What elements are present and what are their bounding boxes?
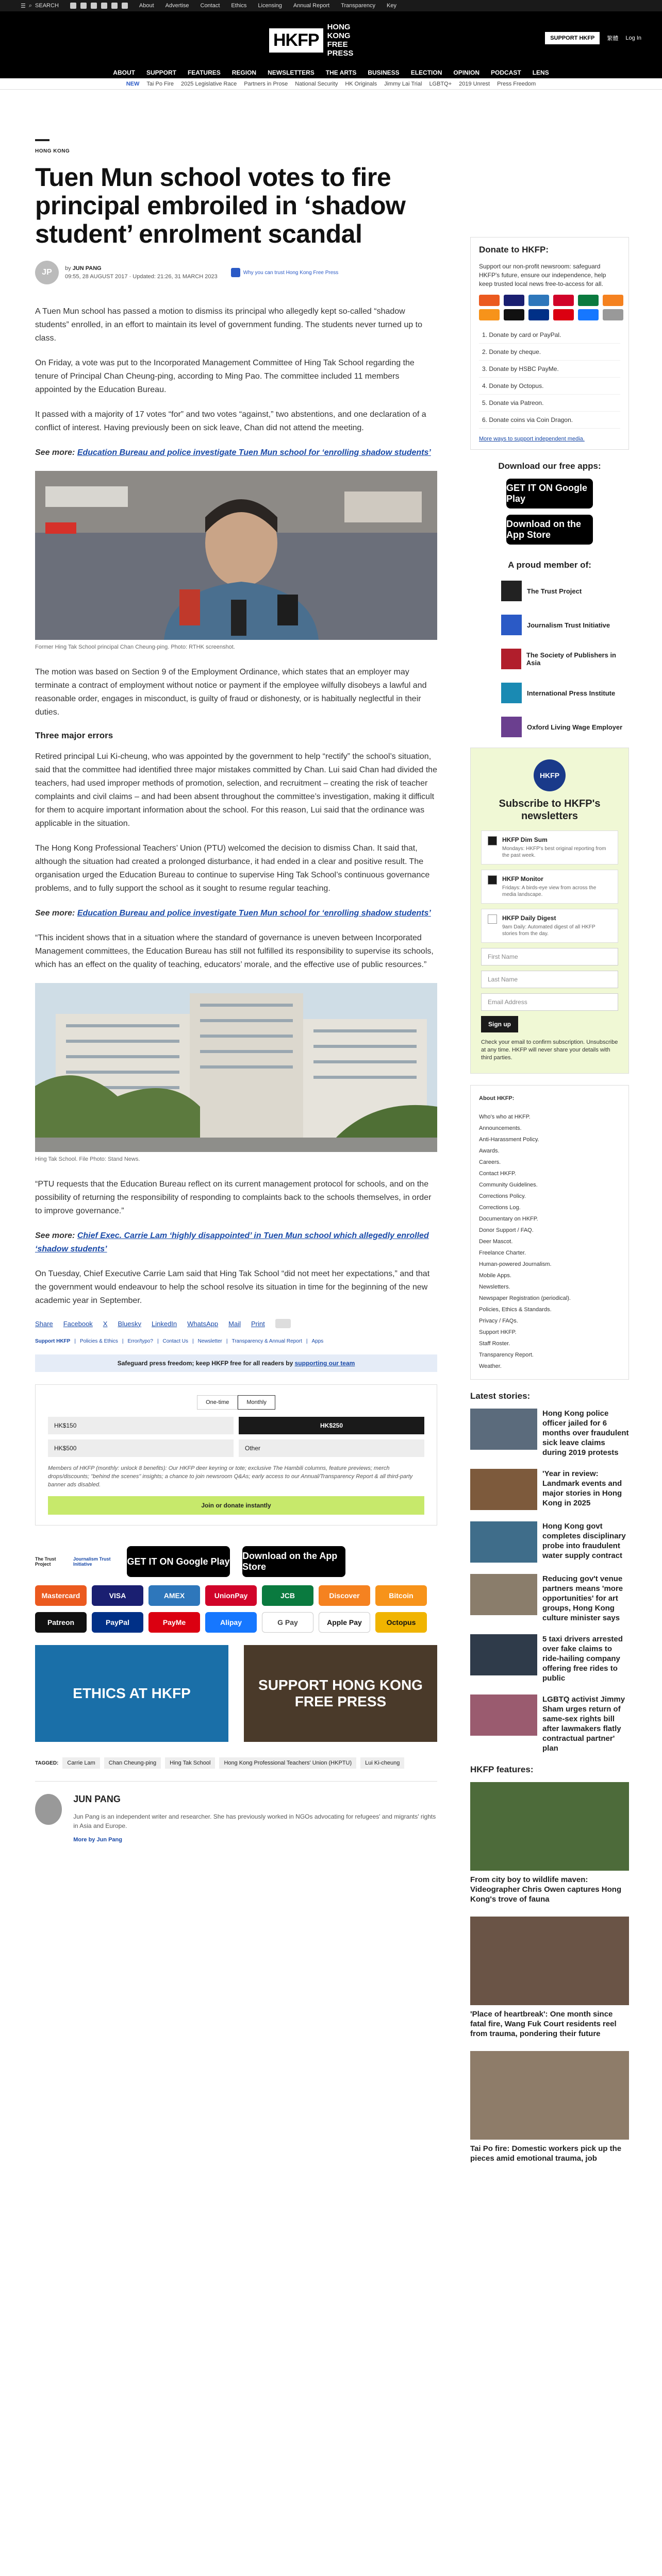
safeguard-banner: Safeguard press freedom; keep HKFP free for all readers by supporting our team <box>35 1354 437 1372</box>
top-bar <box>0 0 662 11</box>
trust-project-icon <box>231 268 240 277</box>
about-link[interactable]: Awards. <box>479 1148 500 1154</box>
paragraph: The motion was based on Section 9 of the Employment Ordinance, which states that an employer may terminate a contract of employment without notice or payment if the employee wilfully disobeys a lawful and reasonable order, engages in misconduct, is guilty of fraud or dishonesty, or is habitually neglectful in their duties. <box>35 668 427 717</box>
donate-method[interactable]: 5. Donate via Patreon. <box>479 395 620 412</box>
top-link-about[interactable]: About <box>139 3 154 9</box>
about-link[interactable]: Newsletters. <box>479 1284 510 1290</box>
about-link[interactable]: Privacy / FAQs. <box>479 1318 518 1324</box>
latest-story[interactable]: LGBTQ activist Jimmy Sham urges return of same-sex rights bill after lawmakers flatly contractual partner' plan <box>470 1694 629 1753</box>
member-ipi[interactable]: International Press Institute <box>501 680 629 706</box>
share-bar <box>35 1319 437 1328</box>
donation-widget <box>35 1384 437 1526</box>
donate-box <box>470 237 629 450</box>
language-toggle[interactable]: 繁體 <box>607 36 619 42</box>
payme-icon: PayMe <box>148 1612 200 1633</box>
top-link-annual-report[interactable]: Annual Report <box>293 3 330 9</box>
signup-button[interactable]: Sign up <box>481 1016 518 1032</box>
see-more-link[interactable]: Education Bureau and police investigate Tuen Mun school for ‘enrolling shadow students’ <box>77 909 431 918</box>
trending-link[interactable]: National Security <box>295 80 338 87</box>
about-link[interactable]: Staff Roster. <box>479 1341 510 1347</box>
support-hkfp-button[interactable]: SUPPORT HKFP <box>545 32 600 44</box>
tag[interactable]: Hong Kong Professional Teachers' Union (HKPTU) <box>219 1757 356 1769</box>
first-name-input[interactable]: First Name <box>481 948 618 965</box>
share-more-icon[interactable] <box>275 1319 291 1328</box>
sidebar-app-store[interactable]: Download on the App Store <box>506 515 593 545</box>
transparency-link[interactable]: Transparency & Annual Report <box>231 1338 302 1344</box>
trending-link[interactable]: Jimmy Lai Trial <box>384 80 422 87</box>
about-link[interactable]: Mobile Apps. <box>479 1273 511 1279</box>
trending-link[interactable]: Partners in Prose <box>244 80 288 87</box>
member-heading: A proud member of: <box>508 560 591 570</box>
apps-heading: Download our free apps: <box>498 461 601 471</box>
share-x[interactable]: X <box>103 1319 108 1328</box>
promo-videos <box>35 1645 437 1742</box>
instagram-icon[interactable] <box>91 3 97 9</box>
newsletter-signup <box>470 748 629 1074</box>
mastercard-icon: Mastercard <box>35 1585 87 1606</box>
latest-story[interactable]: Reducing gov't venue partners means 'more opportunities' for art groups, Hong Kong culture minister says <box>470 1574 629 1623</box>
trending-link[interactable]: 2025 Legislative Race <box>180 80 237 87</box>
rss-icon[interactable] <box>122 3 128 9</box>
nav-business[interactable]: BUSINESS <box>368 69 400 76</box>
about-link[interactable]: Community Guidelines. <box>479 1182 538 1188</box>
see-more: See more: Education Bureau and police investigate Tuen Mun school for ‘enrolling shadow students’ <box>35 909 431 918</box>
feature-story[interactable]: Tai Po fire: Domestic workers pick up the pieces amid emotional trauma, job <box>470 2051 629 2163</box>
donate-card-icons <box>479 295 620 320</box>
paragraph: A Tuen Mun school has passed a motion to dismiss its principal who allegedly kept so-called “shadow students” enrolled, in an effort to maintain its level of government funding. The students never turned up to class. <box>35 307 422 343</box>
ethics-promo-video[interactable]: ETHICS AT HKFP <box>35 1645 228 1742</box>
trending-link[interactable]: Press Freedom <box>497 80 536 87</box>
about-link[interactable]: Corrections Policy. <box>479 1193 526 1199</box>
unionpay-icon: UnionPay <box>205 1585 257 1606</box>
hkfp-badge: HKFP <box>534 759 566 791</box>
trust-project-logo[interactable]: The Trust Project <box>35 1556 56 1567</box>
newsletter-heading: Subscribe to HKFP's newsletters <box>499 798 601 822</box>
nav-election[interactable]: ELECTION <box>410 69 442 76</box>
jti-logo[interactable]: Journalism Trust Initiative <box>73 1556 111 1567</box>
latest-heading: Latest stories: <box>470 1391 531 1401</box>
about-link[interactable]: Documentary on HKFP. <box>479 1216 538 1222</box>
checkbox-icon[interactable] <box>488 875 497 885</box>
about-link[interactable]: Freelance Charter. <box>479 1250 526 1256</box>
discover-icon: Discover <box>319 1585 370 1606</box>
search-menu[interactable]: ☰ ⌕ SEARCH <box>21 2 59 9</box>
share-whatsapp[interactable]: WhatsApp <box>187 1319 219 1328</box>
newsletter-option[interactable]: HKFP Dim Sum Mondays: HKFP's best original reporting from the past week. <box>481 831 618 865</box>
author-photo[interactable] <box>35 1794 62 1825</box>
nav-lens[interactable]: LENS <box>532 69 549 76</box>
youtube-icon[interactable] <box>101 3 107 9</box>
donate-methods <box>479 327 620 429</box>
about-link[interactable]: Announcements. <box>479 1125 522 1131</box>
sidebar <box>470 237 629 2176</box>
trending-link[interactable]: Tai Po Fire <box>146 80 174 87</box>
publish-date: 09:55, 28 AUGUST 2017 · Updated: 21:26, 31 MARCH 2023 <box>65 274 218 280</box>
share-linkedin[interactable]: LinkedIn <box>152 1319 177 1328</box>
bitcoin-icon: Bitcoin <box>375 1585 427 1606</box>
trending-link[interactable]: HK Originals <box>345 80 377 87</box>
donate-method[interactable]: 1. Donate by card or PayPal. <box>479 327 620 344</box>
article-photo-principal[interactable] <box>35 471 437 640</box>
main-nav <box>0 67 662 78</box>
paragraph: It passed with a majority of 17 votes “for” and two votes “against,” two abstentions, and one declaration of a conflict of interest. Having previously been on sick leave, Chan did not attend the meeting. <box>35 410 426 432</box>
latest-story[interactable]: Hong Kong police officer jailed for 6 months over fraudulent sick leave claims during 2019 protests <box>470 1409 629 1458</box>
paragraph: The Hong Kong Professional Teachers’ Union (PTU) welcomed the decision to dismiss Chan. It said that, although the situation had created a prolonged disturbance, it had ended in a clear and positive result. The organisation urged the Education Bureau to continue to supervise Hing Tak School’s continuous governance problems, and to fully support the school as it sought to resume regular teaching. <box>35 844 430 893</box>
tag[interactable]: Hing Tak School <box>165 1757 215 1769</box>
top-link-advertise[interactable]: Advertise <box>165 3 189 9</box>
nav-features[interactable]: FEATURES <box>187 69 221 76</box>
amount-other[interactable]: Other <box>239 1439 424 1457</box>
amount-150[interactable]: HK$150 <box>48 1417 234 1434</box>
newsletter-link[interactable]: Newsletter <box>197 1338 222 1344</box>
last-name-input[interactable]: Last Name <box>481 971 618 988</box>
site-header <box>0 11 662 78</box>
app-store-badge[interactable]: Download on the App Store <box>242 1546 345 1577</box>
trending-link[interactable]: 2019 Unrest <box>459 80 490 87</box>
author-name[interactable]: JUN PANG <box>72 265 102 272</box>
article-title: Tuen Mun school votes to fire principal embroiled in ‘shadow student’ enrolment scandal <box>35 163 406 248</box>
top-link-transparency[interactable]: Transparency <box>341 3 376 9</box>
apps-link[interactable]: Apps <box>311 1338 324 1344</box>
gpay-icon: G Pay <box>262 1612 313 1633</box>
donate-lead: Support our non-profit newsroom: safeguard HKFP's future, ensure our independence, help keep trusted local news free-to-access for all. <box>479 263 606 287</box>
paragraph: On Tuesday, Chief Executive Carrie Lam said that Hing Tak School “did not meet her expectations,” and that the government would endeavour to help the school resolve its situation in time for the beginning of the new academic year in September. <box>35 1269 430 1305</box>
email-input[interactable]: Email Address <box>481 993 618 1011</box>
newsletter-footnote: Check your email to confirm subscription. Unsubscribe at any time. HKFP will never share your details with third parties. <box>481 1039 618 1061</box>
about-box <box>470 1085 629 1380</box>
amex-icon: AMEX <box>148 1585 200 1606</box>
latest-story[interactable]: Hong Kong govt completes disciplinary probe into fraudulent water supply contract <box>470 1521 629 1563</box>
latest-story[interactable]: 5 taxi drivers arrested over fake claims to ride-hailing company offering free rides to public <box>470 1634 629 1683</box>
donate-method[interactable]: 2. Donate by cheque. <box>479 344 620 361</box>
more-ways-link[interactable]: More ways to support independent media. <box>479 436 585 442</box>
one-time-option[interactable]: One-time <box>197 1395 238 1410</box>
paragraph: On Friday, a vote was put to the Incorporated Management Committee of Hing Tak School regarding the tenure of Principal Chan Cheung-ping, according to Ming Pao. The committee included 11 members appointed by the Education Bureau. <box>35 359 415 394</box>
member-jti[interactable]: Journalism Trust Initiative <box>501 612 629 638</box>
tag[interactable]: Carrie Lam <box>62 1757 100 1769</box>
login-link[interactable]: Log In <box>625 35 641 41</box>
contact-link[interactable]: Contact Us <box>162 1338 189 1344</box>
newsletter-option[interactable]: HKFP Monitor Fridays: A birds-eye view from across the media landscape. <box>481 870 618 904</box>
share-facebook[interactable]: Facebook <box>63 1319 93 1328</box>
trending-bar: NEW Tai Po Fire 2025 Legislative Race Partners in Prose National Security HK Originals Jimmy Lai Trial LGBTQ+ 2019 Unrest Press Freedom <box>0 78 662 90</box>
threads-icon[interactable] <box>111 3 118 9</box>
supporting-link[interactable]: supporting our team <box>294 1360 355 1367</box>
share-mail[interactable]: Mail <box>228 1319 241 1328</box>
alipay-icon: Alipay <box>205 1612 257 1633</box>
support-promo-video[interactable]: SUPPORT HONG KONG FREE PRESS <box>244 1645 437 1742</box>
see-more: See more: Education Bureau and police investigate Tuen Mun school for ‘enrolling shadow students’ <box>35 448 431 457</box>
tags: TAGGED: Carrie Lam Chan Cheung-ping Hing Tak School Hong Kong Professional Teachers' Union (HKPTU) Lui Ki-cheung <box>35 1757 437 1769</box>
kicker-rule <box>35 139 49 141</box>
latest-story[interactable]: 'Year in review: Landmark events and major stories in Hong Kong in 2025 <box>470 1469 629 1510</box>
checkbox-icon[interactable] <box>488 914 497 924</box>
article-photo-school[interactable] <box>35 983 437 1152</box>
amount-250[interactable]: HK$250 <box>239 1417 424 1434</box>
member-sopa[interactable]: The Society of Publishers in Asia <box>501 646 629 672</box>
nav-newsletters[interactable]: NEWSLETTERS <box>268 69 315 76</box>
nav-support[interactable]: SUPPORT <box>146 69 176 76</box>
donate-method[interactable]: 3. Donate by HSBC PayMe. <box>479 361 620 378</box>
top-link-licensing[interactable]: Licensing <box>258 3 282 9</box>
photo-caption: Former Hing Tak School principal Chan Cheung-ping. Photo: RTHK screenshot. <box>35 644 235 650</box>
jcb-icon: JCB <box>262 1585 313 1606</box>
payment-methods <box>35 1585 437 1633</box>
app-badges <box>35 1546 437 1577</box>
about-link[interactable]: Who's who at HKFP. <box>479 1114 531 1120</box>
error-link[interactable]: Error/typo? <box>127 1338 153 1344</box>
features-heading: HKFP features: <box>470 1765 534 1774</box>
nav-arts[interactable]: THE ARTS <box>325 69 357 76</box>
donate-method[interactable]: 4. Donate by Octopus. <box>479 378 620 395</box>
share-print[interactable]: Print <box>251 1319 265 1328</box>
see-more-link[interactable]: Chief Exec. Carrie Lam ‘highly disappointed’ in Tuen Mun school which allegedly enrolled ‘shadow students’ <box>35 1231 429 1253</box>
feature-story[interactable]: 'Place of heartbreak': One month since fatal fire, Wang Fuk Court residents reel from trauma, pondering their future <box>470 1917 629 2039</box>
top-link-contact[interactable]: Contact <box>200 3 220 9</box>
frequency-toggle <box>48 1395 424 1410</box>
join-donate-button[interactable]: Join or donate instantly <box>48 1496 424 1515</box>
author-bio: Jun Pang is an independent writer and researcher. She has previously worked in NGOs advocating for refugees' and migrants' rights in Asia and Europe. <box>73 1813 436 1829</box>
article <box>35 139 437 1844</box>
about-link[interactable]: Weather. <box>479 1363 502 1369</box>
amount-options <box>48 1417 424 1457</box>
paragraph: “This incident shows that in a situation where the standard of governance is uneven between Incorporated Management committees, the Education Bureau has still not fulfilled its responsibility to supervise its schools, which has an effect on the quality of teaching, educators’ morale, and the effective use of public resources.” <box>35 934 434 969</box>
visa-icon: VISA <box>92 1585 143 1606</box>
more-by-author-link[interactable]: More by Jun Pang <box>73 1837 122 1843</box>
newsletter-option[interactable]: HKFP Daily Digest 9am Daily: Automated digest of all HKFP stories from the day. <box>481 909 618 943</box>
nav-about[interactable]: ABOUT <box>113 69 135 76</box>
tag[interactable]: Lui Ki-cheung <box>360 1757 404 1769</box>
see-more-link[interactable]: Education Bureau and police investigate Tuen Mun school for ‘enrolling shadow students’ <box>77 448 431 457</box>
facebook-icon[interactable] <box>70 3 76 9</box>
nav-podcast[interactable]: PODCAST <box>491 69 521 76</box>
about-link[interactable]: Donor Support / FAQ. <box>479 1227 534 1233</box>
article-body <box>35 305 437 1308</box>
support-link[interactable]: Support HKFP <box>35 1338 71 1344</box>
octopus-icon: Octopus <box>375 1612 427 1633</box>
about-link[interactable]: Transparency Report. <box>479 1352 534 1358</box>
about-link[interactable]: Corrections Log. <box>479 1205 521 1211</box>
amount-500[interactable]: HK$500 <box>48 1439 234 1457</box>
about-link[interactable]: Careers. <box>479 1159 501 1165</box>
share-button[interactable]: Share <box>35 1319 53 1328</box>
member-trust-project[interactable]: The Trust Project <box>501 578 629 604</box>
site-logo[interactable]: HKFP HONG KONG FREE PRESS <box>269 23 372 58</box>
author-avatar[interactable]: JP <box>35 261 59 284</box>
about-link[interactable]: Policies, Ethics & Standards. <box>479 1307 552 1313</box>
patreon-icon: Patreon <box>35 1612 87 1633</box>
byline <box>35 261 437 284</box>
about-heading: About HKFP: <box>479 1095 515 1101</box>
article-category[interactable]: HONG KONG <box>35 148 70 154</box>
see-more: See more: Chief Exec. Carrie Lam ‘highly disappointed’ in Tuen Mun school which allegedly enrolled ‘shadow students’ <box>35 1231 429 1253</box>
membership-text: Members of HKFP (monthly: unlock 8 benefits): Our HKFP deer keyring or tote; exclusive The Hambili columns, feature previews; merch drops/discounts; "behind the scenes" insights; a chance to join newsroom Q&As; early access to our Annual/Transparency Report & all third-party banner ads disabled. <box>48 1465 413 1488</box>
applepay-icon: Apple Pay <box>319 1612 370 1633</box>
donate-heading: Donate to HKFP: <box>479 245 549 255</box>
top-link-ethics[interactable]: Ethics <box>231 3 247 9</box>
footer-links: Support HKFP | Policies & Ethics | Error/typo? | Contact Us | Newsletter | Transparency & Annual Report | Apps <box>35 1338 324 1344</box>
author-box-name[interactable]: JUN PANG <box>73 1794 121 1804</box>
policies-link[interactable]: Policies & Ethics <box>79 1338 118 1344</box>
section-heading: Three major errors <box>35 731 113 740</box>
paypal-icon: PayPal <box>92 1612 143 1633</box>
paragraph: Retired principal Lui Ki-cheung, who was appointed by the government to help “rectify” the school’s situation, said that the committee had identified three major mistakes committed by Chan. Lui said Chan had divided the teachers, had used improper methods of promotion, selection, and recruitment – creating the risk of teacher complaints and civil claims – and had been absent throughout the committee’s investigation, making it difficult for them to acquire important information about the school. For this reason, Lui said that the ordinance was applicable in the situation. <box>35 752 437 828</box>
about-link[interactable]: Deer Mascot. <box>479 1239 513 1245</box>
photo-caption: Hing Tak School. File Photo: Stand News. <box>35 1156 140 1162</box>
author-box <box>35 1781 437 1844</box>
monthly-option[interactable]: Monthly <box>238 1395 275 1410</box>
hamburger-icon: ☰ <box>21 3 26 9</box>
tag[interactable]: Chan Cheung-ping <box>104 1757 161 1769</box>
checkbox-icon[interactable] <box>488 836 497 845</box>
google-play-badge[interactable]: GET IT ON Google Play <box>127 1546 230 1577</box>
member-logos <box>470 578 629 740</box>
search-icon: ⌕ <box>28 2 32 9</box>
feature-story[interactable]: From city boy to wildlife maven: Videographer Chris Owen captures Hong Kong's trove of fauna <box>470 1782 629 1904</box>
donate-method[interactable]: 6. Donate coins via Coin Dragon. <box>479 412 620 429</box>
member-living-wage[interactable]: Oxford Living Wage Employer <box>501 714 629 740</box>
share-bluesky[interactable]: Bluesky <box>118 1319 141 1328</box>
x-icon[interactable] <box>80 3 87 9</box>
about-link[interactable]: Support HKFP. <box>479 1329 517 1335</box>
nav-opinion[interactable]: OPINION <box>453 69 480 76</box>
about-link[interactable]: Anti-Harassment Policy. <box>479 1137 539 1143</box>
social-icons <box>70 3 128 9</box>
nav-region[interactable]: REGION <box>231 69 257 76</box>
sidebar-google-play[interactable]: GET IT ON Google Play <box>506 479 593 509</box>
trending-link[interactable]: LGBTQ+ <box>429 80 452 87</box>
byline-meta: by JUN PANG 09:55, 28 AUGUST 2017 · Updated: 21:26, 31 MARCH 2023 <box>65 265 218 280</box>
top-link-key[interactable]: Key <box>387 3 397 9</box>
about-link[interactable]: Human-powered Journalism. <box>479 1261 552 1267</box>
about-link[interactable]: Contact HKFP. <box>479 1171 516 1177</box>
paragraph: “PTU requests that the Education Bureau reflect on its current management protocol for schools, and on the possibility of returning the responsibility of responding to complaints back to the schools themselves, in order to improve governance.” <box>35 1180 432 1215</box>
trust-link[interactable]: Why you can trust Hong Kong Free Press <box>231 268 339 277</box>
about-link[interactable]: Newspaper Registration (periodical). <box>479 1295 571 1301</box>
